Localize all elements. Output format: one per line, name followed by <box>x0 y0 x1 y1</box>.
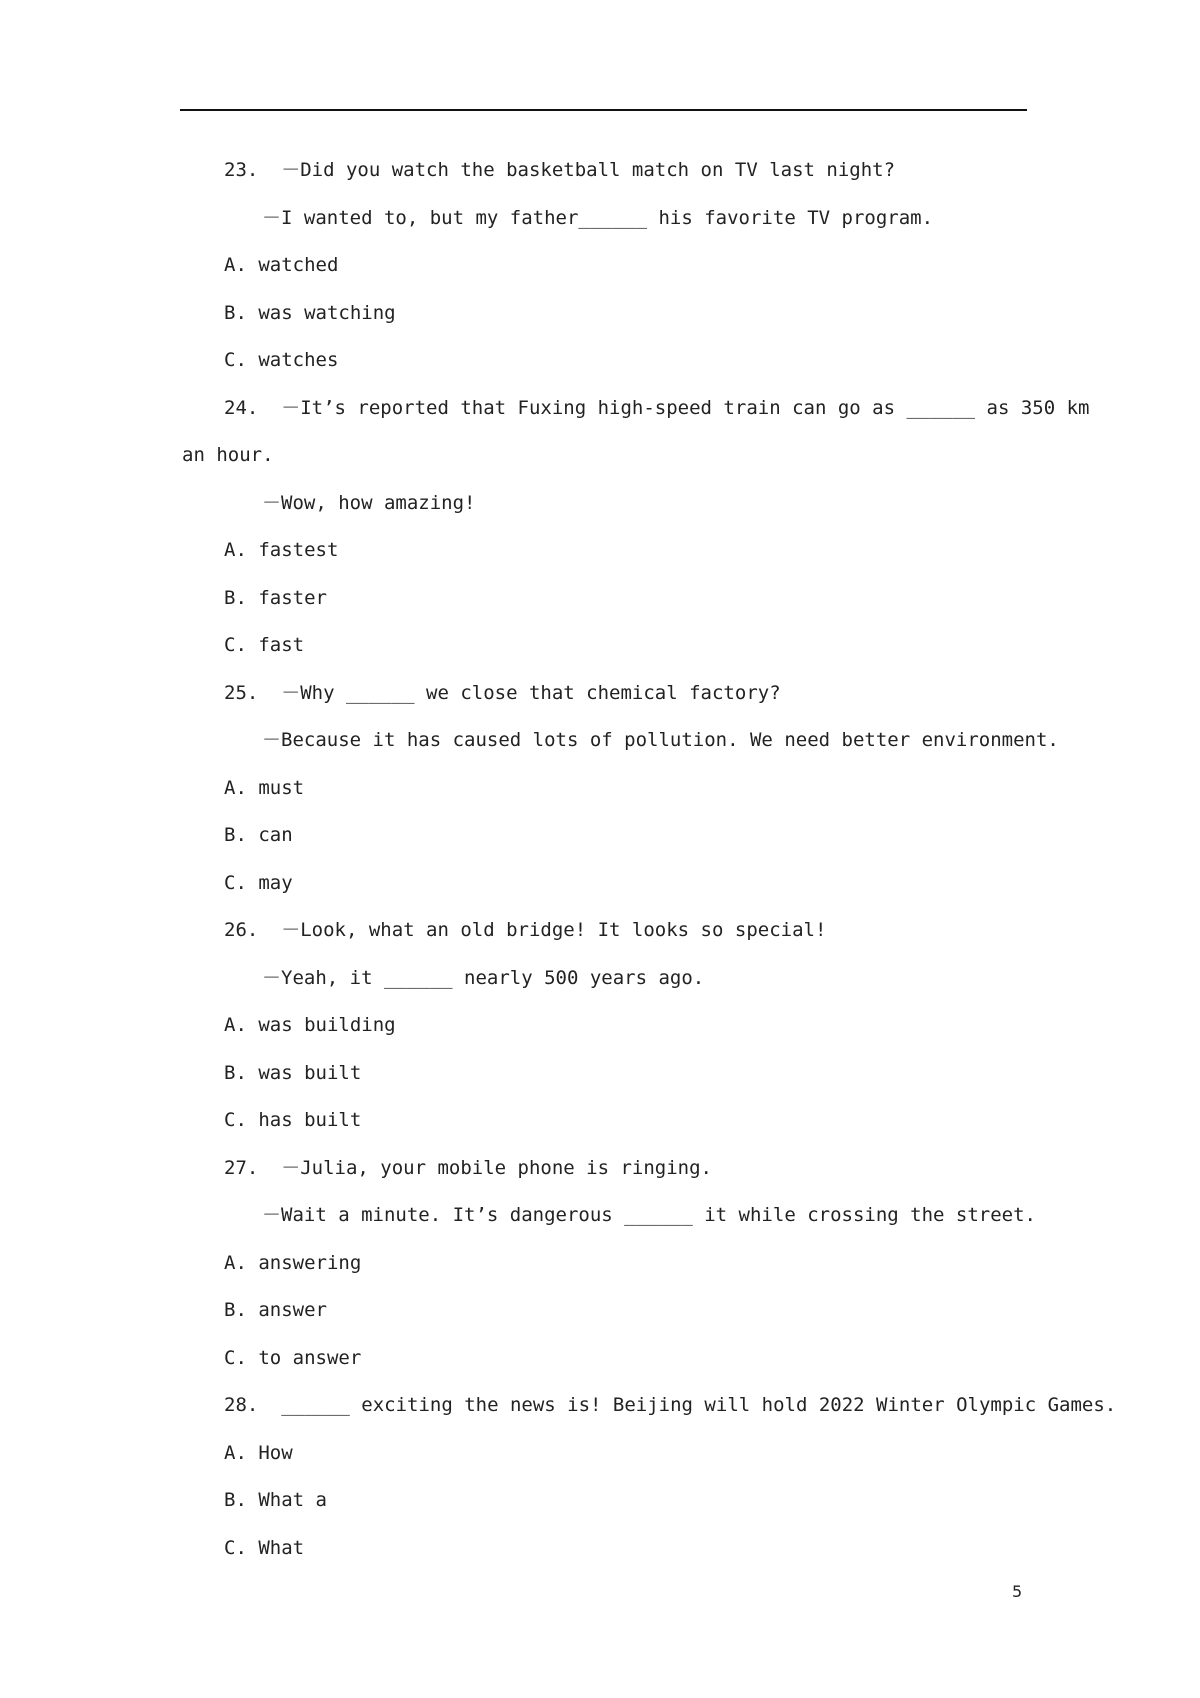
question-24-stem-continued: an hour. <box>182 444 274 466</box>
question-26-option-b: B. was built <box>224 1062 362 1084</box>
question-26-stem: 26. －Look, what an old bridge! It looks so special! <box>224 919 827 941</box>
question-28-option-b: B. What a <box>224 1489 327 1511</box>
question-27-option-a: A. answering <box>224 1252 362 1274</box>
question-27-option-c: C. to answer <box>224 1347 362 1369</box>
question-25-option-a: A. must <box>224 777 305 799</box>
question-26-option-a: A. was building <box>224 1014 396 1036</box>
question-27-option-b: B. answer <box>224 1299 327 1321</box>
question-28-option-c: C. What <box>224 1537 305 1559</box>
question-27-reply: －Wait a minute. It’s dangerous ______ it while crossing the street. <box>262 1204 1036 1226</box>
question-28-stem: 28. ______ exciting the news is! Beijing will hold 2022 Winter Olympic Games. <box>224 1394 1117 1416</box>
question-24-reply: －Wow, how amazing! <box>262 492 476 514</box>
question-23-option-c: C. watches <box>224 349 339 371</box>
question-25-option-c: C. may <box>224 872 293 894</box>
question-26-option-c: C. has built <box>224 1109 362 1131</box>
question-24-option-b: B. faster <box>224 587 327 609</box>
question-28-option-a: A. How <box>224 1442 293 1464</box>
page-number: 5 <box>1012 1582 1023 1601</box>
question-25-option-b: B. can <box>224 824 293 846</box>
header-rule <box>180 109 1027 111</box>
question-24-stem: 24. －It’s reported that Fuxing high-speed train can go as ______ as 350 km <box>224 397 1090 419</box>
question-23-reply: －I wanted to, but my father______ his favorite TV program. <box>262 207 934 229</box>
question-24-option-c: C. fast <box>224 634 305 656</box>
question-26-reply: －Yeah, it ______ nearly 500 years ago. <box>262 967 705 989</box>
question-24-option-a: A. fastest <box>224 539 339 561</box>
question-25-stem: 25. －Why ______ we close that chemical factory? <box>224 682 781 704</box>
question-27-stem: 27. －Julia, your mobile phone is ringing. <box>224 1157 712 1179</box>
question-25-reply: －Because it has caused lots of pollution. We need better environment. <box>262 729 1059 751</box>
question-23-option-a: A. watched <box>224 254 339 276</box>
question-23-option-b: B. was watching <box>224 302 396 324</box>
question-23-stem: 23. －Did you watch the basketball match on TV last night? <box>224 159 896 181</box>
